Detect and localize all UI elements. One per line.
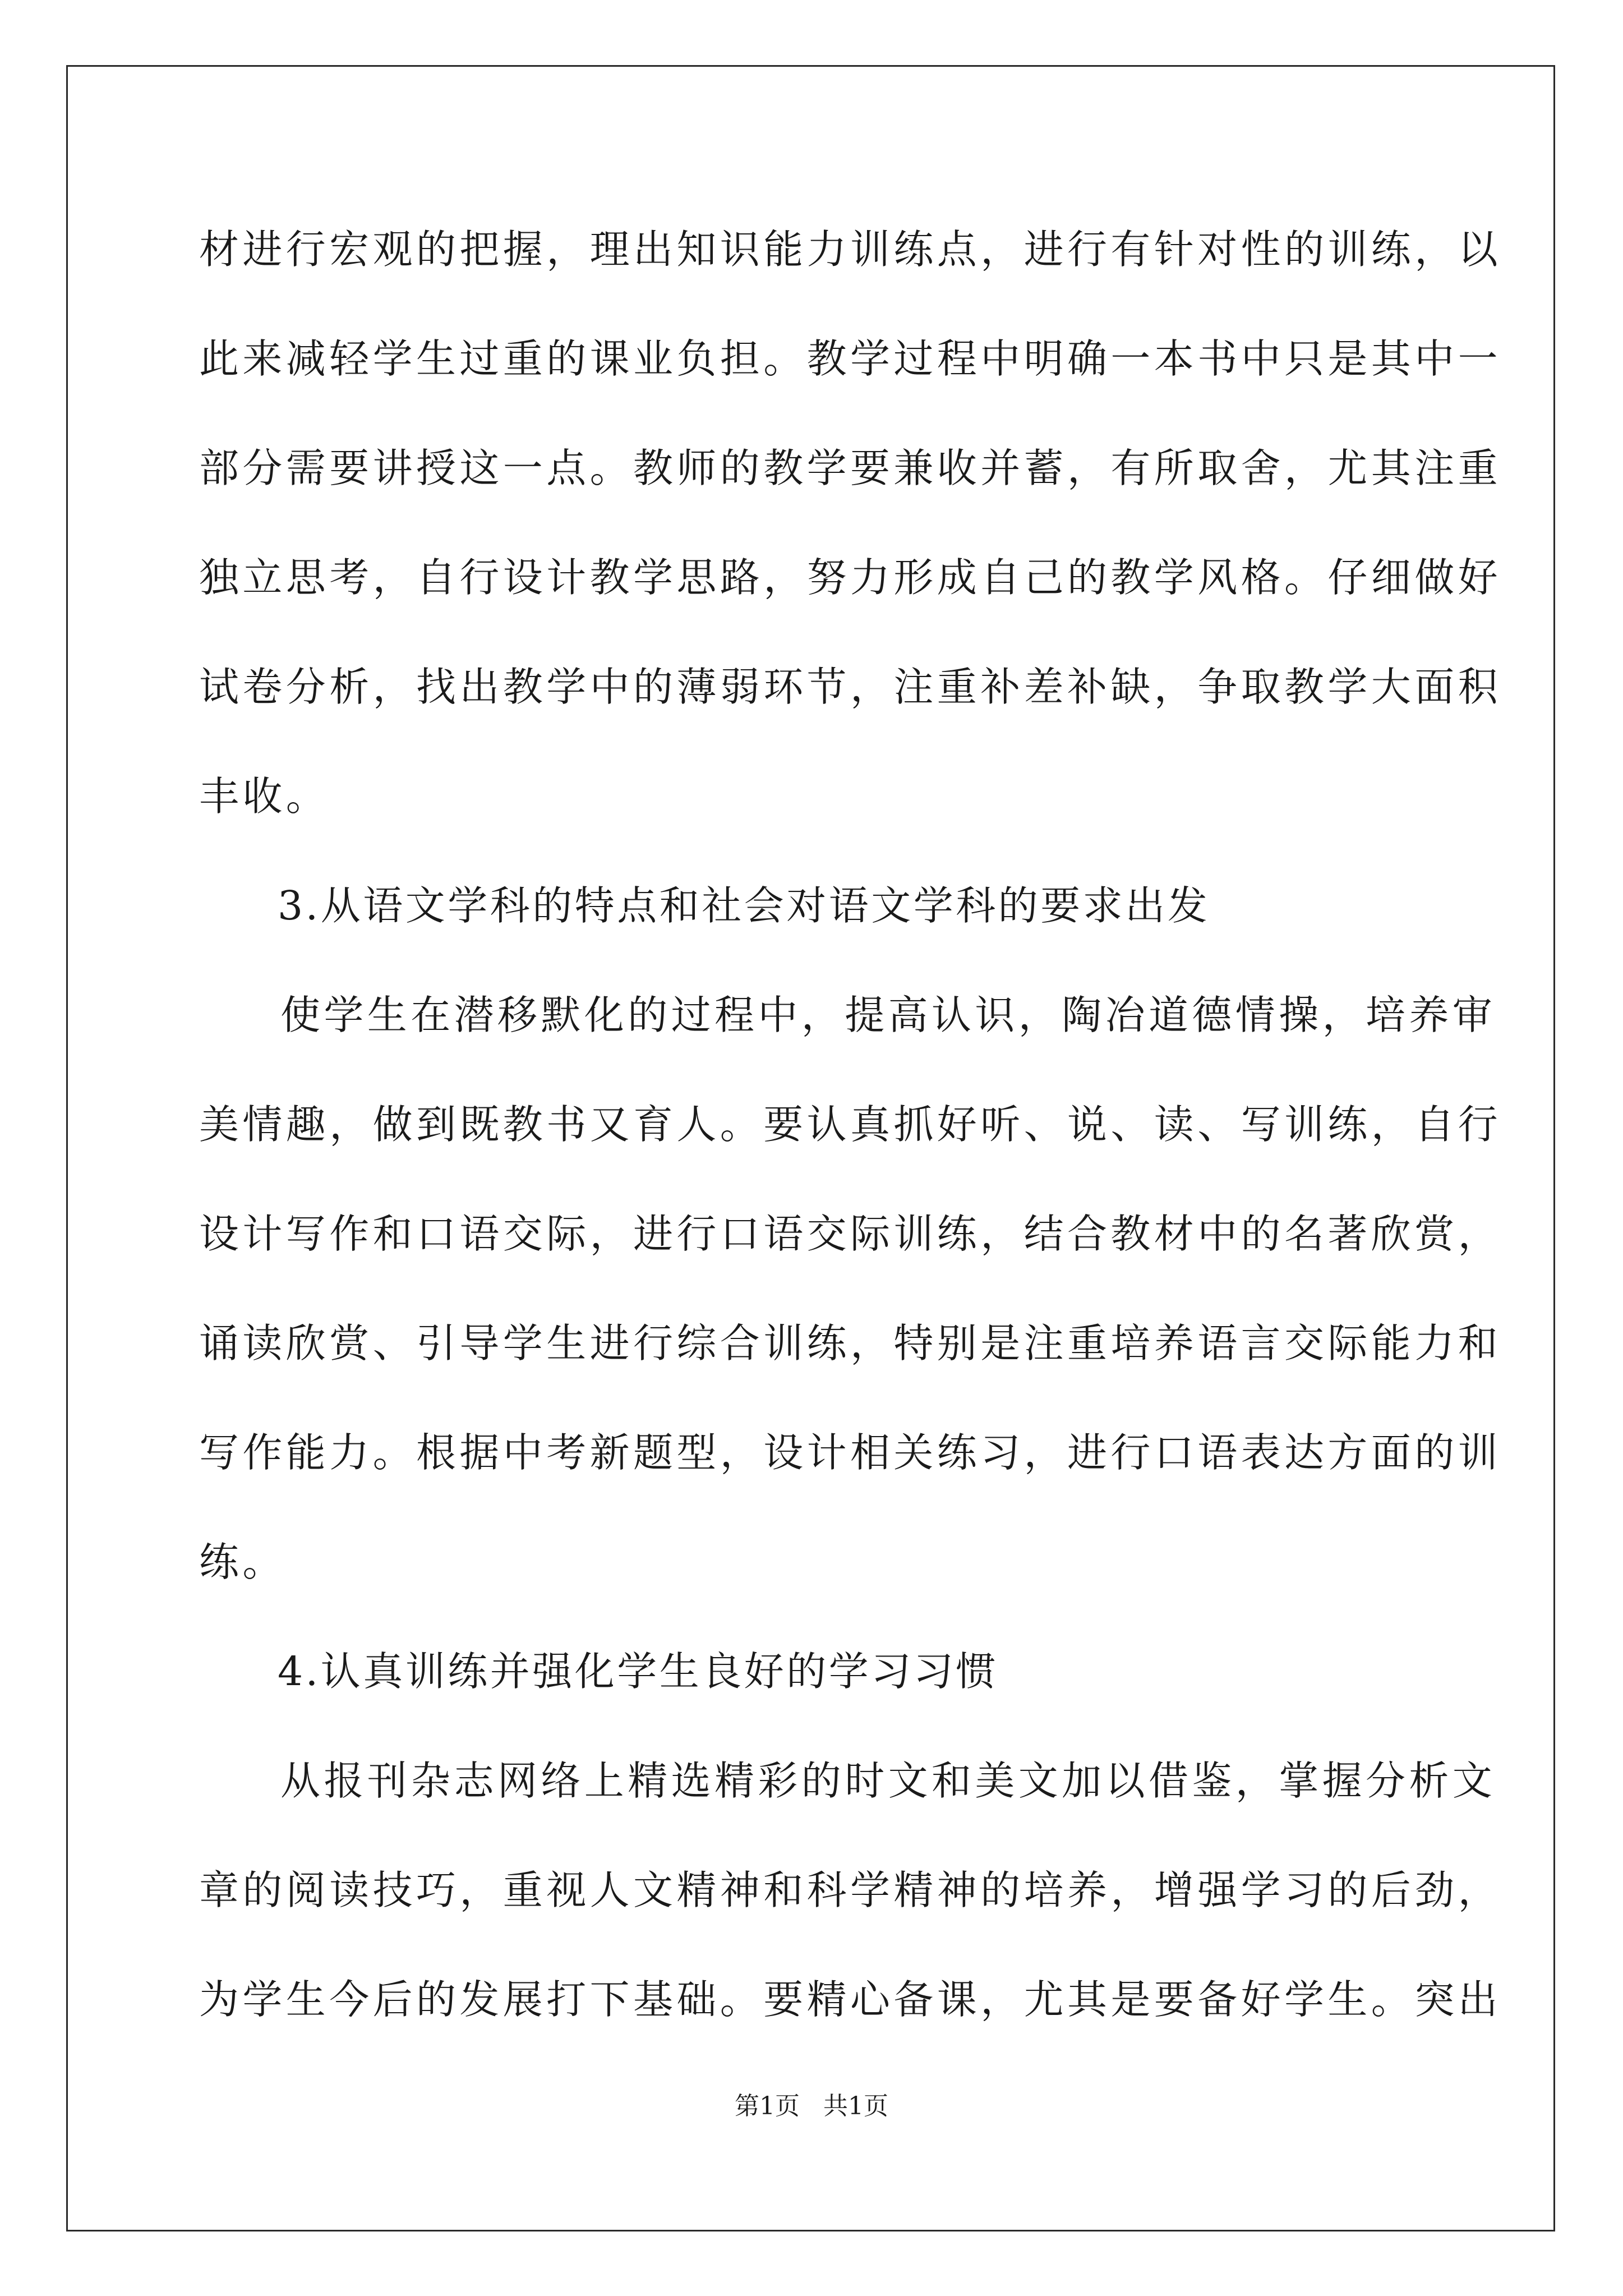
body-text-line: 诵读欣赏、引导学生进行综合训练，特别是注重培养语言交际能力和 [199,1320,1502,1366]
section-heading-4: 4.认真训练并强化学生良好的学习习惯 [278,1648,998,1695]
page-number-footer: 第1页 共1页 [735,2092,888,2120]
body-text-line: 此来减轻学生过重的课业负担。教学过程中明确一本书中只是其中一 [199,335,1502,382]
body-text-line: 练。 [199,1539,286,1585]
paragraph-first-line: 使学生在潜移默化的过程中，提高认识，陶冶道德情操，培养审 [280,992,1496,1038]
body-text-line: 为学生今后的发展打下基础。要精心备课，尤其是要备好学生。突出 [199,1976,1502,2023]
body-text-line: 章的阅读技巧，重视人文精神和科学精神的培养，增强学习的后劲， [199,1867,1502,1913]
body-text-line: 独立思考，自行设计教学思路，努力形成自己的教学风格。仔细做好 [199,554,1502,601]
body-text-line: 设计写作和口语交际，进行口语交际训练，结合教材中的名著欣赏， [199,1211,1502,1257]
paragraph-first-line: 从报刊杂志网络上精选精彩的时文和美文加以借鉴，掌握分析文 [280,1757,1496,1804]
body-text-line: 丰收。 [199,773,330,820]
body-text-line: 写作能力。根据中考新题型，设计相关练习，进行口语表达方面的训 [199,1429,1502,1476]
body-text-line: 部分需要讲授这一点。教师的教学要兼收并蓄，有所取舍，尤其注重 [199,445,1502,491]
body-text-line: 试卷分析，找出教学中的薄弱环节，注重补差补缺，争取教学大面积 [199,664,1502,710]
body-text-line: 材进行宏观的把握，理出知识能力训练点，进行有针对性的训练，以 [199,226,1502,273]
section-heading-3: 3.从语文学科的特点和社会对语文学科的要求出发 [278,882,1210,929]
body-text-line: 美情趣，做到既教书又育人。要认真抓好听、说、读、写训练，自行 [199,1101,1502,1148]
